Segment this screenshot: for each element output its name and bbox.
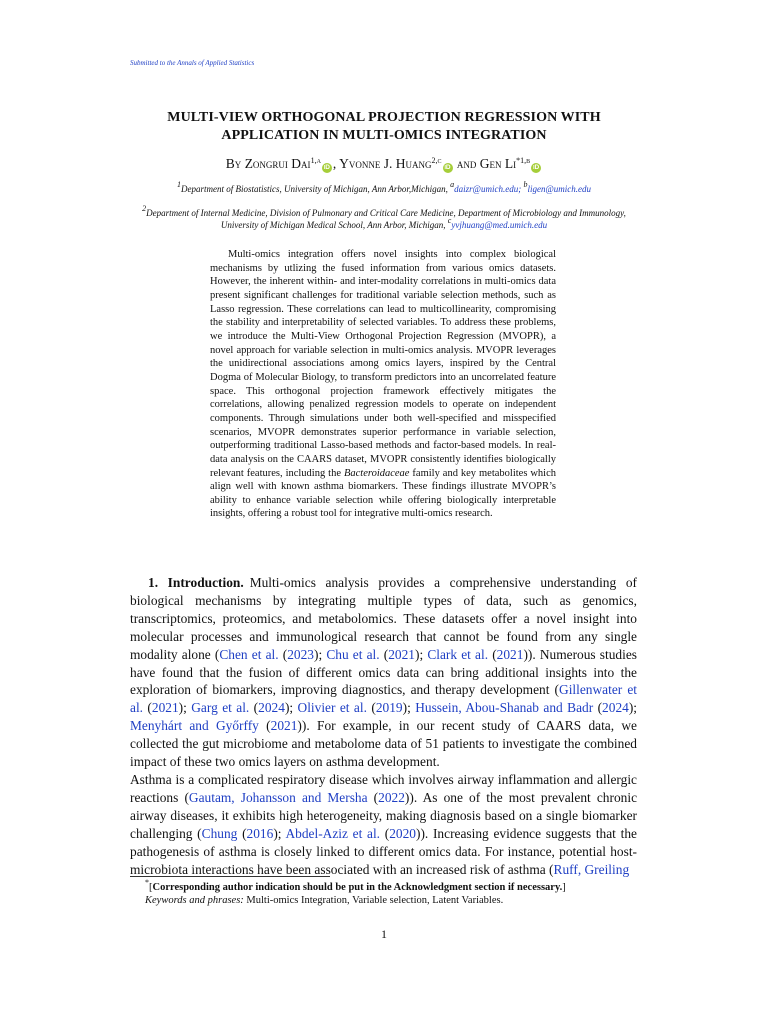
orcid-icon[interactable]: iD xyxy=(444,164,451,171)
citation-year-link[interactable]: 2021 xyxy=(388,646,415,662)
intro-paragraph-2: Asthma is a complicated respiratory disease which involves airway inflammation and allergic reactions (Gautam, Johansson and Mersha (2022)). As one of the most prevalent chronic airway diseases, it exhibits high heterogeneity, making diagnosis based on a single biomarker challenging (Chung (2016); Abdel-Aziz et al. (2020)). Increasing evidence suggests that the pathogenesis of asthma is closely linked to different omics data. For instance, potential host-microbiota interactions have been associated with an increased risk of asthma (Ruff, Greiling xyxy=(130,771,638,877)
email-b-sup: b xyxy=(523,180,528,189)
citation-year-link[interactable]: 2021 xyxy=(496,646,524,662)
footnote xyxy=(145,878,566,907)
keywords-text: Multi-omics Integration, Variable selection, Latent Variables. xyxy=(246,895,504,906)
citation-year-link[interactable]: 2021 xyxy=(151,700,179,716)
journal-header: Submitted to the Annals of Applied Statistics xyxy=(130,59,255,67)
bracket-open: [ xyxy=(149,882,153,893)
email-link-a[interactable]: daizr@umich.edu; xyxy=(454,184,522,194)
paper-title xyxy=(0,109,768,145)
affiliation-2-text: Department of Internal Medicine, Division of Pulmonary and Critical Care Medicine, Department of Microbiology and Immunology, University of Michigan Medical School, Ann Arbor, Michigan, xyxy=(146,208,626,230)
bracket-close: ] xyxy=(562,882,566,893)
citation-link[interactable]: Olivier et al. xyxy=(297,700,367,716)
keywords xyxy=(145,894,566,907)
author-3-sup: *1,b xyxy=(516,156,531,165)
citation-year-link[interactable]: 2021 xyxy=(270,718,298,734)
email-link-c[interactable]: yvjhuang@med.umich.edu xyxy=(451,220,548,230)
affiliation-2 xyxy=(0,204,768,231)
keywords-label: Keywords and phrases: xyxy=(145,895,244,906)
email-c-sup: c xyxy=(447,216,452,225)
citation-year-link[interactable]: 2016 xyxy=(246,825,274,841)
affiliation-1 xyxy=(0,180,768,195)
author-1-sup: 1,a xyxy=(310,156,321,165)
intro-text: Multi-omics analysis provides a comprehensive understanding of biological mechanisms by integrating multiple types of data, such as genomics, transcriptomics, proteomics, and metabolomics. These datasets offer a novel insight into molecular processes and immunological research that cannot be found from any single modality alone ( xyxy=(130,575,637,662)
corresponding-author-text: Corresponding author indication should be put in the Acknowledgment section if necessary. xyxy=(152,882,563,893)
citation-link[interactable]: Chen et al. xyxy=(219,646,279,662)
abstract-text-1: Multi-omics integration offers novel insights into complex biological mechanisms by utlizing the fused information from various omics datasets. However, the inherent within- and inter-modality correlations in multi-omics data present significant challenges for traditional variable selection methods, such as Lasso regression. These correlations can lead to multicollinearity, compromising the stability and interpretability of selected variables. To address these problems, we introduce the Multi-View Orthogonal Projection Regression (MVOPR), a novel approach for variable selection in multi-omics analysis. MVOPR leverages the unidirectional associations among omics layers, inspired by the Central Dogma of Molecular Biology, to transform predictors into an uncorrelated feature space. This orthogonal projection framework effectively mitigates the correlations, allowing penalized regression models to operate on independent components. Through simulations under both well-specified and misspecified scenarios, MVOPR demonstrates superior performance in variable selection, outperforming traditional Lasso-based methods and factor-based models. In real-data analysis on the CAARS dataset, MVOPR consistently identifies biologically relevant features, including the xyxy=(210,249,556,479)
footnote-rule xyxy=(130,876,330,877)
citation-year-link[interactable]: 2024 xyxy=(602,700,629,716)
corresponding-author-note xyxy=(145,878,566,894)
affiliation-1-number: 1 xyxy=(177,180,182,189)
citation-year-link[interactable]: 2023 xyxy=(287,646,314,662)
citation-year-link[interactable]: 2024 xyxy=(258,700,285,716)
author-separator: , xyxy=(332,156,337,171)
author-2-sup: 2,c xyxy=(431,156,442,165)
citation-link[interactable]: Ruff, Greiling xyxy=(553,861,630,877)
author-3-name: Gen Li xyxy=(479,156,517,171)
abstract-text-2: family and key metabolites which align well with known asthma biomarkers. These findings illustrate MVOPR’s ability to enhance variable selection while offering biologically interpretable insights, offering a robust tool for integrative multi-omics research. xyxy=(210,467,557,520)
section-heading: 1. Introduction. xyxy=(148,575,244,590)
citation-link[interactable]: Hussein, Abou-Shanab and Badr xyxy=(415,700,594,716)
citation-link[interactable]: Gillenwater et al. xyxy=(130,682,638,716)
email-link-b[interactable]: ligen@umich.edu xyxy=(527,184,591,194)
citation-link[interactable]: Abdel-Aziz et al. xyxy=(285,825,381,841)
citation-link[interactable]: Menyhárt and Győrffy xyxy=(130,718,259,734)
abstract-italic-term: Bacteroidaceae xyxy=(343,467,410,479)
by-label: By xyxy=(225,156,242,171)
page-number: 1 xyxy=(381,927,387,941)
citation-link[interactable]: Garg et al. xyxy=(191,700,250,716)
orcid-icon[interactable]: iD xyxy=(323,164,330,171)
and-label: and xyxy=(456,156,477,171)
footnote-star: * xyxy=(145,878,149,887)
citation-year-link[interactable]: 2020 xyxy=(389,825,416,841)
email-a-sup: a xyxy=(450,180,455,189)
author-2-name: Yvonne J. Huang xyxy=(339,156,432,171)
intro-text: ). Increasing evidence suggests that the pathogenesis of asthma is closely linked to different omics data. For instance, potential host-microbiota interactions have been associated with an increased risk of asthma ( xyxy=(130,825,637,877)
citation-link[interactable]: Gautam, Johansson and Mersha xyxy=(188,789,368,805)
intro-text: Asthma is a complicated respiratory disease which involves airway inflammation and allergic reactions ( xyxy=(130,771,637,805)
introduction-section xyxy=(130,574,637,878)
affiliation-2-number: 2 xyxy=(142,204,147,213)
citation-year-link[interactable]: 2022 xyxy=(378,789,405,805)
citation-link[interactable]: Chung xyxy=(201,825,238,841)
intro-text: ). As one of the most prevalent chronic airway diseases, it exhibits high heterogeneity, making diagnosis based on a single biomarker challenging ( xyxy=(130,789,638,841)
intro-text: ). Numerous studies have found that the fusion of different omics data can bring additional insights into the exploration of biomarkers, improving diagnostics, and therapy development ( xyxy=(130,646,637,698)
intro-text: ). For example, in our recent study of CAARS data, we collected the gut microbiome and metabolome data of 51 patients to investigate the combined impact of these two omics layers on asthma development. xyxy=(130,718,637,770)
author-1-name: Zongrui Dai xyxy=(244,156,311,171)
affiliation-1-text: Department of Biostatistics, University of Michigan, Ann Arbor,Michigan, xyxy=(181,184,448,194)
orcid-icon[interactable]: iD xyxy=(533,164,540,171)
title-line-2: APPLICATION IN MULTI-OMICS INTEGRATION xyxy=(221,128,547,143)
author-list xyxy=(0,156,768,173)
citation-link[interactable]: Clark et al. xyxy=(427,646,489,662)
citation-link[interactable]: Chu et al. xyxy=(326,646,380,662)
citation-year-link[interactable]: 2019 xyxy=(375,700,403,716)
intro-paragraph-1: 1. Introduction. Multi-omics analysis provides a comprehensive understanding of biological mechanisms by integrating multiple types of data, such as genomics, transcriptomics, proteomics, and metabolomics. These datasets offer a novel insight into molecular processes and immunological research that cannot be found from any single modality alone (Chen et al. (2023); Chu et al. (2021); Clark et al. (2021)). Numerous studies have found that the fusion of different omics data can bring additional insights into the exploration of biomarkers, improving diagnostics, and therapy development (Gillenwater et al. (2021); Garg et al. (2024); Olivier et al. (2019); Hussein, Abou-Shanab and Badr (2024); Menyhárt and Győrffy (2021)). For example, in our recent study of CAARS data, we collected the gut microbiome and metabolome data of 51 patients to investigate the combined impact of these two omics layers on asthma development. xyxy=(130,575,638,770)
title-line-1: MULTI-VIEW ORTHOGONAL PROJECTION REGRESSION WITH xyxy=(167,110,601,125)
abstract xyxy=(210,248,556,521)
